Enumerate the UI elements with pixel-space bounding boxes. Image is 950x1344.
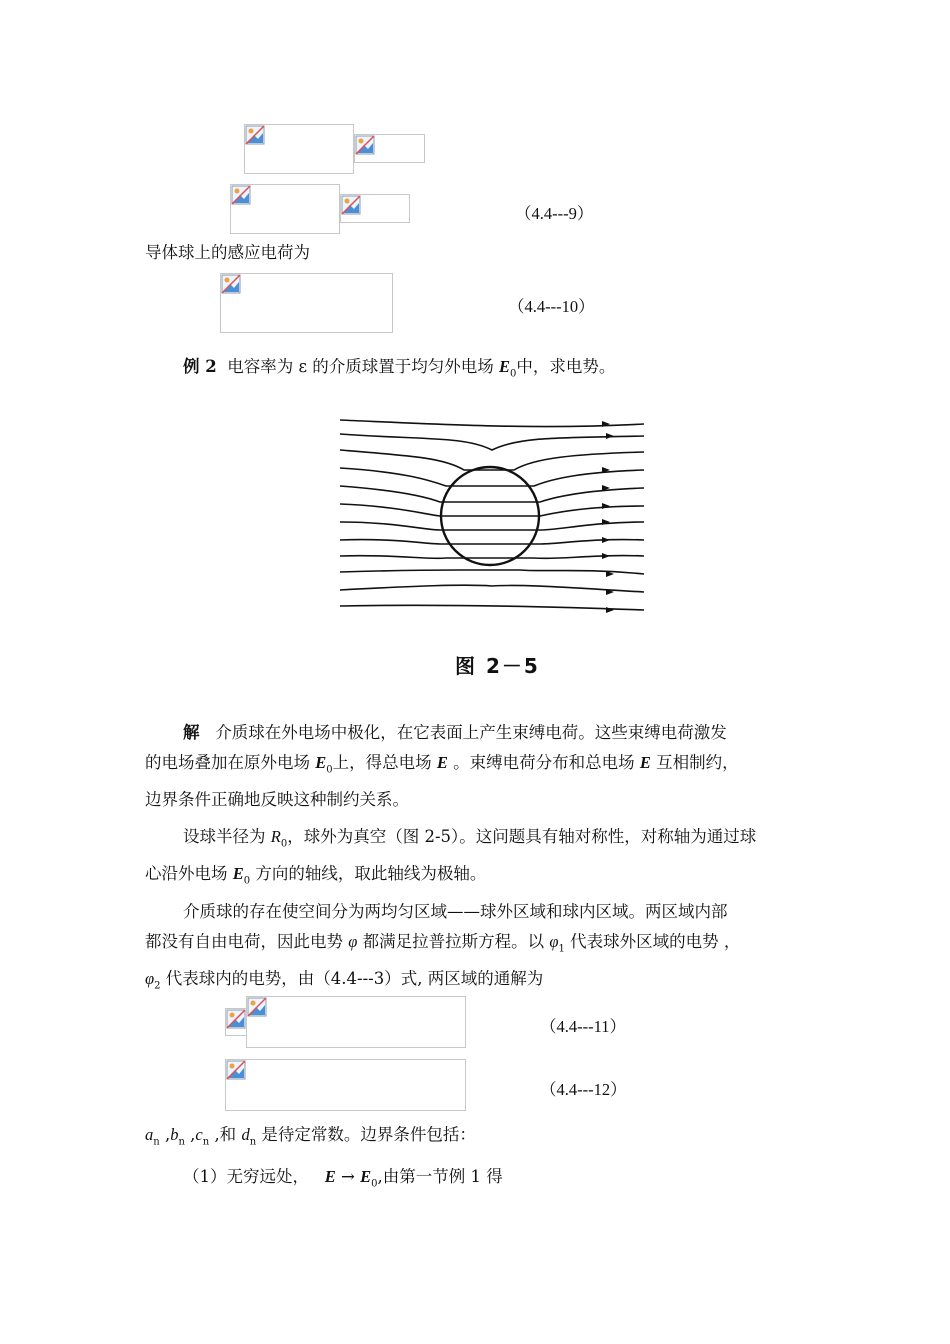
- equation-image-1b: [354, 134, 425, 163]
- equation-image-3: [220, 273, 393, 333]
- solution-line-2a: 的电场叠加在原外电场: [145, 753, 316, 772]
- subscript: 0: [510, 368, 517, 380]
- symbol-b: b: [170, 1125, 179, 1144]
- arrow-icon: [602, 553, 610, 559]
- para2-line-1a: 设球半径为: [183, 827, 271, 846]
- field-line: [340, 522, 644, 530]
- broken-image-icon: [355, 135, 375, 155]
- radius-paragraph: [145, 822, 825, 897]
- constants-tail: 是待定常数。边界条件包括：: [256, 1125, 476, 1144]
- field-line: [340, 420, 644, 427]
- solution-line-2c: 。束缚电荷分布和总电场: [447, 753, 640, 772]
- field-line: [340, 504, 644, 516]
- para2-line-1b: ，球外为真空（图 2-5）。这问题具有轴对称性，对称轴为通过球: [287, 827, 757, 846]
- subscript: 0: [371, 1178, 378, 1190]
- subscript: n: [178, 1136, 185, 1148]
- symbol-R: R: [270, 827, 281, 846]
- symbol-E: E: [324, 1167, 336, 1186]
- example-text-1: 电容率为 ε 的介质球置于均匀外电场: [227, 357, 500, 376]
- symbol-phi2: φ: [145, 969, 155, 989]
- symbol-E: E: [639, 753, 651, 772]
- symbol-E: E: [436, 753, 448, 772]
- equation-image-2b: [340, 194, 410, 223]
- broken-image-icon: [341, 195, 361, 215]
- equation-number-11: （4.4---11）: [540, 1017, 626, 1036]
- arrow-icon: [602, 503, 610, 509]
- figure-caption: 图 2－5: [455, 654, 540, 678]
- para3-line-2c: 代表球外区域的电势 ，: [564, 932, 741, 951]
- arrow-icon: [602, 537, 610, 543]
- equation-image-4b: [246, 996, 466, 1048]
- regions-paragraph: [145, 897, 825, 1002]
- para2-line-2b: 方向的轴线，取此轴线为极轴。: [250, 864, 487, 884]
- subscript: n: [153, 1136, 160, 1148]
- symbol-E: E: [360, 1167, 372, 1186]
- equation-number-12: （4.4---12）: [540, 1080, 627, 1099]
- field-line: [340, 540, 644, 544]
- subscript: 0: [326, 764, 333, 776]
- broken-image-icon: [226, 1060, 246, 1080]
- symbol-phi1: φ: [549, 932, 559, 951]
- solution-line-3: 边界条件正确地反映这种制约关系。: [145, 790, 409, 810]
- condition-1-tail: ,由第一节例 1 得: [377, 1167, 503, 1186]
- broken-image-icon: [247, 997, 267, 1017]
- equation-number-9: （4.4---9）: [515, 204, 594, 223]
- subscript: 0: [243, 875, 251, 887]
- symbol-phi: φ: [348, 932, 358, 951]
- para3-line-2b: 都满足拉普拉斯方程。以: [357, 932, 550, 951]
- subscript: 0: [280, 838, 288, 850]
- field-line: [340, 585, 644, 592]
- broken-image-icon: [226, 1009, 246, 1029]
- solution-line-2d: 互相制约，: [650, 753, 739, 772]
- symbol-c: c: [195, 1125, 203, 1144]
- condition-1: [183, 1162, 503, 1199]
- arrow-text: →: [335, 1167, 361, 1186]
- symbol-E: E: [499, 357, 511, 376]
- and-text: ,和: [214, 1125, 242, 1144]
- symbol-a: a: [145, 1125, 154, 1144]
- text-induced-charge: 导体球上的感应电荷为: [145, 243, 310, 262]
- broken-image-icon: [245, 125, 265, 145]
- equation-number-10: （4.4---10）: [508, 297, 595, 316]
- solution-line-1: 介质球在外电场中极化，在它表面上产生束缚电荷。这些束缚电荷激发: [215, 723, 727, 742]
- example-statement: [183, 352, 615, 389]
- example-text-2: 中，求电势。: [516, 357, 616, 376]
- para2-line-2a: 心沿外电场: [145, 864, 233, 884]
- condition-1-label: （1）无穷远处，: [183, 1167, 325, 1186]
- arrow-icon: [606, 607, 614, 613]
- subscript: 1: [558, 943, 565, 955]
- field-line: [340, 570, 644, 574]
- equation-image-2a: [230, 184, 340, 234]
- field-lines-figure: [334, 410, 650, 626]
- arrow-icon: [606, 433, 614, 439]
- broken-image-icon: [221, 274, 241, 294]
- para3-line-2a: 都没有自由电荷，因此电势: [145, 932, 349, 951]
- subscript: n: [202, 1136, 210, 1148]
- broken-image-icon: [231, 185, 251, 205]
- field-line: [340, 486, 644, 502]
- field-line: [340, 434, 644, 450]
- para3-line-3: 代表球内的电势，由（4.4---3）式, 两区域的通解为: [160, 969, 544, 989]
- solution-line-2b: 上，得总电场: [332, 753, 437, 772]
- para3-line-1: 介质球的存在使空间分为两均匀区域——球外区域和球内区域。两区域内部: [183, 902, 728, 921]
- field-line: [340, 556, 644, 559]
- equation-image-5: [225, 1059, 466, 1111]
- symbol-E: E: [315, 753, 327, 772]
- solution-paragraph: [145, 718, 825, 815]
- solution-label: 解: [183, 723, 200, 742]
- constants-line: $a_n$ $,b_n$ $,c_n$ ,和 $d_n$ 是待定常数。边界条件包括：: [145, 1125, 476, 1148]
- equation-image-4a: [225, 1008, 247, 1036]
- subscript: 2: [154, 980, 161, 992]
- subscript: n: [249, 1136, 257, 1148]
- symbol-d: d: [241, 1125, 250, 1144]
- example-label: 例 2: [183, 357, 217, 376]
- field-line: [340, 605, 644, 610]
- symbol-E: E: [232, 864, 244, 884]
- equation-image-1a: [244, 124, 354, 174]
